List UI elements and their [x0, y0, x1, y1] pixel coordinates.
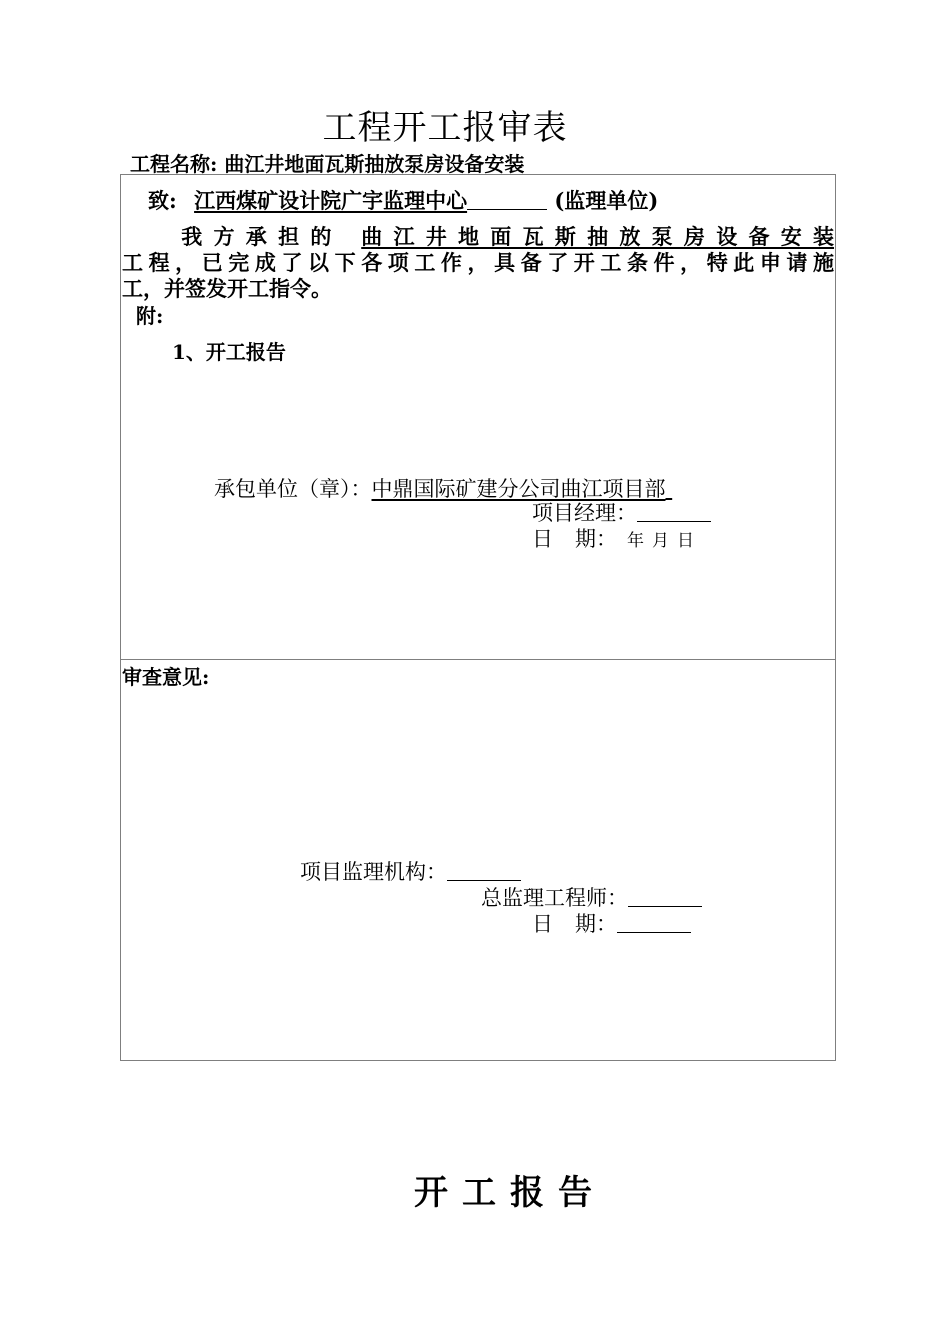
project-name-line: [130, 148, 524, 177]
paragraph-prefix: 我方承担的: [170, 224, 343, 249]
project-manager-label: 项目经理：: [532, 501, 637, 525]
review-date-line: [532, 908, 691, 938]
addressee-suffix: (监理单位): [554, 188, 659, 213]
review-date-label-1: 日: [532, 912, 553, 936]
review-date-blank: [617, 912, 691, 933]
addressee-underline: [467, 189, 547, 210]
contractor-date-label-1: 日: [532, 527, 553, 551]
review-label: 审查意见:: [122, 665, 210, 689]
contractor-name: 中鼎国际矿建分公司曲江项目部: [371, 477, 666, 501]
chief-engineer-blank: [628, 886, 702, 907]
supervision-org-blank: [447, 860, 521, 881]
contractor-date-ymd: 年月日: [627, 531, 702, 551]
addressee-line: [148, 185, 658, 215]
paragraph-line-3: 工，并签发开工指令。: [122, 276, 332, 301]
contractor-label: 承包单位（章）：: [214, 477, 372, 501]
contractor-date-line: [532, 523, 702, 553]
addressee-label: 致:: [148, 188, 177, 213]
supervision-org-label: 项目监理机构：: [300, 860, 447, 884]
review-date-label-2: 期：: [575, 912, 617, 936]
contractor-date-label-2: 期：: [575, 527, 617, 551]
table-divider: [120, 659, 836, 660]
project-name-label: 工程名称:: [130, 152, 218, 176]
form-title: 工程开工报审表: [322, 108, 568, 148]
application-paragraph: [122, 224, 834, 302]
form-table: [120, 174, 836, 1061]
paragraph-line-2: 工程，已完成了以下各项工作，具备了开工条件，特此申请施: [122, 250, 834, 275]
paragraph-project-name: 曲江井地面瓦斯抽放泵房设备安装: [361, 224, 835, 249]
report-title: 开工报告: [414, 1173, 606, 1213]
attachment-item: 1、开工报告: [172, 340, 286, 364]
attachments-label: 附:: [136, 304, 164, 328]
project-name-value: 曲江井地面瓦斯抽放泵房设备安装: [224, 152, 525, 176]
chief-engineer-label: 总监理工程师：: [481, 886, 628, 910]
project-manager-blank: [637, 501, 711, 522]
paragraph-line-1: [122, 224, 834, 250]
addressee-organization: 江西煤矿设计院广宇监理中心: [194, 188, 468, 213]
